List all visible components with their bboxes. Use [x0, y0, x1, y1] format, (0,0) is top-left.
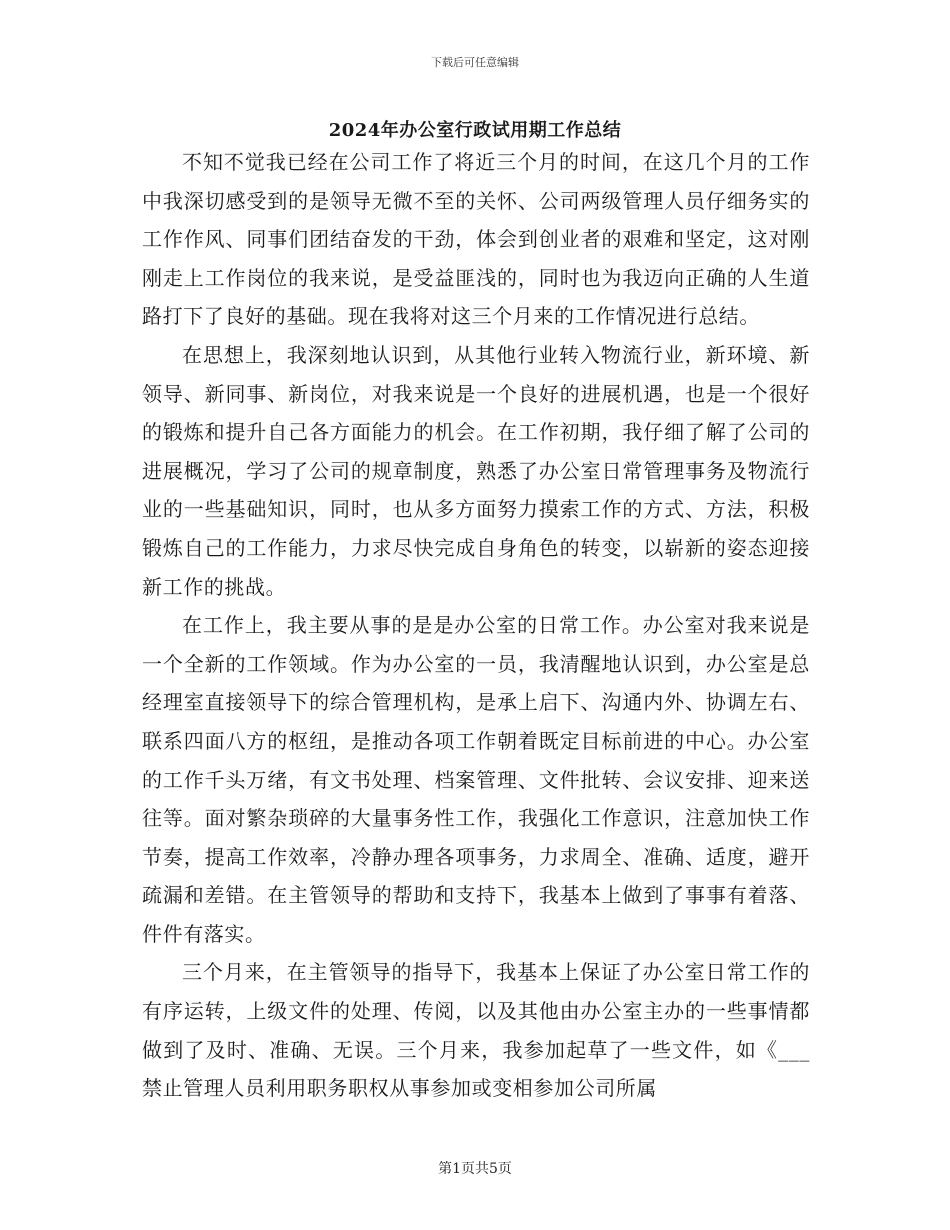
page-number: 第1页共5页 — [438, 1161, 512, 1177]
document-title: 2024年办公室行政试用期工作总结 — [328, 120, 622, 141]
body-paragraph: 三个月来，在主管领导的指导下，我基本上保证了办公室日常工作的有序运转，上级文件的处理、传阅，以及其他由办公室主办的一些事情都做到了及时、准确、无误。三个月来，我参加起草了一些文件，如《___禁止管理人员利用职务职权从事参加或变相参加公司所属 — [142, 960, 810, 1101]
download-edit-note: 下载后可任意编辑 — [431, 56, 519, 69]
document-body — [142, 143, 810, 1108]
body-paragraph: 不知不觉我已经在公司工作了将近三个月的时间，在这几个月的工作中我深切感受到的是领导无微不至的关怀、公司两级管理人员仔细务实的工作作风、同事们团结奋发的干劲，体会到创业者的艰难和坚定，这对刚刚走上工作岗位的我来说，是受益匪浅的，同时也为我迈向正确的人生道路打下了良好的基础。现在我将对这三个月来的工作情况进行总结。 — [142, 150, 810, 329]
body-paragraph: 在思想上，我深刻地认识到，从其他行业转入物流行业，新环境、新领导、新同事、新岗位，对我来说是一个良好的进展机遇，也是一个很好的锻炼和提升自己各方面能力的机会。在工作初期，我仔细了解了公司的进展概况，学习了公司的规章制度，熟悉了办公室日常管理事务及物流行业的一些基础知识，同时，也从多方面努力摸索工作的方式、方法，积极锻炼自己的工作能力，力求尽快完成自身角色的转变，以崭新的姿态迎接新工作的挑战。 — [142, 342, 810, 599]
body-paragraph: 在工作上，我主要从事的是是办公室的日常工作。办公室对我来说是一个全新的工作领域。作为办公室的一员，我清醒地认识到，办公室是总经理室直接领导下的综合管理机构，是承上启下、沟通内外、协调左右、联系四面八方的枢纽，是推动各项工作朝着既定目标前进的中心。办公室的工作千头万绪，有文书处理、档案管理、文件批转、会议安排、迎来送往等。面对繁杂琐碎的大量事务性工作，我强化工作意识，注意加快工作节奏，提高工作效率，冷静办理各项事务，力求周全、准确、适度，避开疏漏和差错。在主管领导的帮助和支持下，我基本上做到了事事有着落、件件有落实。 — [142, 613, 810, 946]
